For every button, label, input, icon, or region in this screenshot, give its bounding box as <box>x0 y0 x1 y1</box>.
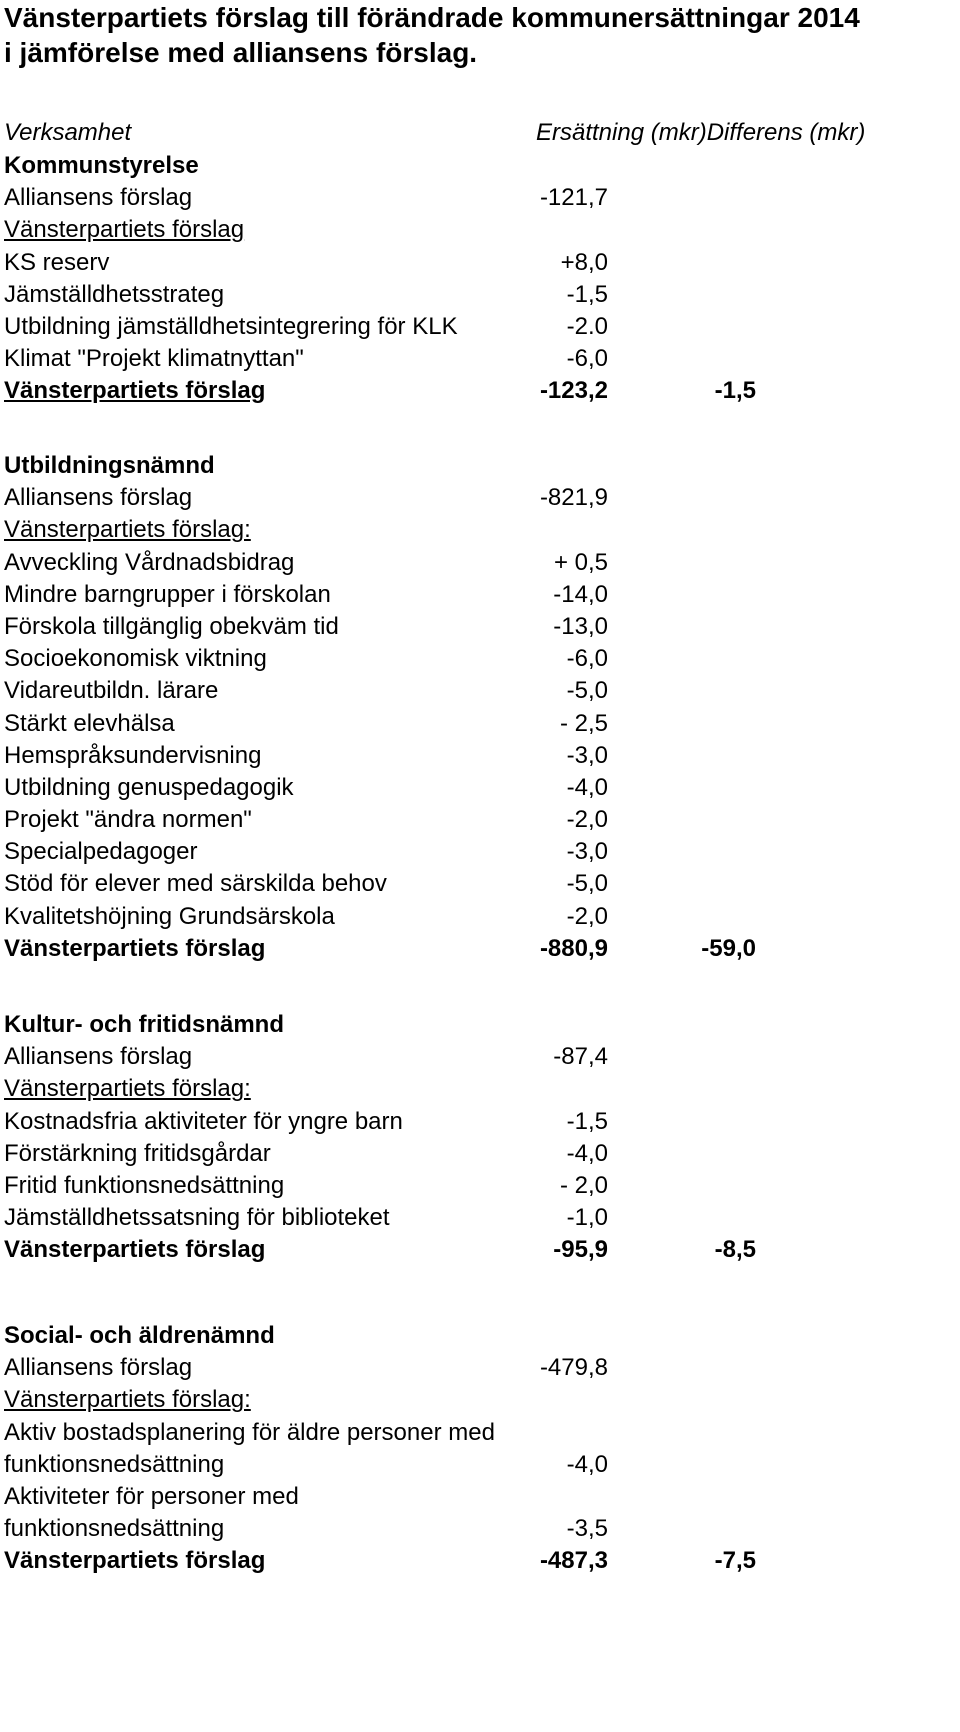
table-row <box>4 1138 954 1170</box>
table-row <box>4 675 954 707</box>
table-row <box>4 1234 954 1266</box>
table-row <box>4 836 954 868</box>
ersattning-value: + 0,5 <box>553 548 608 576</box>
row-label: Förskola tillgänglig obekväm tid <box>4 612 339 640</box>
ersattning-value: -87,4 <box>553 1043 608 1071</box>
ersattning-value: +8,0 <box>560 248 608 276</box>
row-label: Fritid funktionsnedsättning <box>4 1171 285 1199</box>
section-heading: Kommunstyrelse <box>4 152 199 179</box>
ersattning-value: -1,5 <box>566 280 608 308</box>
table-row <box>4 1513 954 1545</box>
table-row <box>4 643 954 675</box>
table-row <box>4 343 954 375</box>
section-heading-row <box>4 150 954 182</box>
table-row <box>4 772 954 804</box>
row-label: Vänsterpartiets förslag <box>4 1547 266 1575</box>
ersattning-value: -4,0 <box>566 773 608 801</box>
row-label: Vänsterpartiets förslag: <box>4 516 251 544</box>
table-row <box>4 279 954 311</box>
table-row <box>4 1384 954 1416</box>
ersattning-value: -6,0 <box>566 645 608 673</box>
table-row <box>4 482 954 514</box>
page-title-line-1: Vänsterpartiets förslag till förändrade kommunersättningar 2014 <box>4 2 860 33</box>
page-title <box>4 0 954 70</box>
ersattning-value: -3,5 <box>566 1515 608 1543</box>
page-title-line-2: i jämförelse med alliansens förslag. <box>4 37 478 68</box>
row-label: Vidareutbildn. lärare <box>4 677 219 705</box>
section-heading-row <box>4 1009 954 1041</box>
table-row <box>4 182 954 214</box>
ersattning-value: -487,3 <box>539 1547 608 1575</box>
ersattning-value: -2.0 <box>566 312 608 340</box>
row-label: Utbildning jämställdhetsintegrering för KLK <box>4 312 458 340</box>
table-row <box>4 740 954 772</box>
table-row <box>4 804 954 836</box>
table-row <box>4 579 954 611</box>
table-row <box>4 1073 954 1105</box>
row-label: Jämställdhetssatsning för biblioteket <box>4 1204 390 1232</box>
table-row <box>4 1170 954 1202</box>
row-label: Alliansens förslag <box>4 1043 193 1071</box>
table-row <box>4 1202 954 1234</box>
row-label: Vänsterpartiets förslag: <box>4 1075 251 1103</box>
ersattning-value: -3,0 <box>566 838 608 866</box>
table-row <box>4 247 954 279</box>
differens-value: -59,0 <box>701 934 756 962</box>
ersattning-value: -1,5 <box>566 1107 608 1135</box>
row-label: Kvalitetshöjning Grundsärskola <box>4 902 335 930</box>
row-label: Vänsterpartiets förslag <box>4 377 266 405</box>
table-row <box>4 214 954 246</box>
table-row <box>4 1449 954 1481</box>
differens-value: -8,5 <box>714 1236 756 1264</box>
ersattning-value: -121,7 <box>539 184 608 212</box>
table-row <box>4 901 954 933</box>
section-heading: Kultur- och fritidsnämnd <box>4 1011 284 1038</box>
ersattning-value: -1,0 <box>566 1204 608 1232</box>
row-label: KS reserv <box>4 248 110 276</box>
row-label: Klimat "Projekt klimatnyttan" <box>4 345 304 373</box>
ersattning-value: -95,9 <box>553 1236 608 1264</box>
ersattning-value: - 2,5 <box>559 709 608 737</box>
ersattning-value: -479,8 <box>539 1354 608 1382</box>
row-label: Vänsterpartiets förslag <box>4 934 266 962</box>
ersattning-value: -4,0 <box>566 1450 608 1478</box>
ersattning-value: -3,0 <box>566 741 608 769</box>
row-label: Vänsterpartiets förslag <box>4 216 245 244</box>
row-label: Stärkt elevhälsa <box>4 709 175 737</box>
table-row <box>4 868 954 900</box>
section-heading-row <box>4 450 954 482</box>
row-label: Specialpedagoger <box>4 838 198 866</box>
row-label: Avveckling Vårdnadsbidrag <box>4 548 295 576</box>
row-label: Förstärkning fritidsgårdar <box>4 1139 271 1167</box>
ersattning-value: -4,0 <box>566 1139 608 1167</box>
differens-value: -1,5 <box>714 377 756 405</box>
row-label: Aktiviteter för personer med <box>4 1482 299 1510</box>
row-label: Alliansens förslag <box>4 484 193 512</box>
ersattning-value: -2,0 <box>566 806 608 834</box>
row-label: Utbildning genuspedagogik <box>4 773 294 801</box>
row-label: Alliansens förslag <box>4 184 193 212</box>
table-row <box>4 933 954 965</box>
table-row <box>4 611 954 643</box>
section-heading: Utbildningsnämnd <box>4 452 215 479</box>
table-row <box>4 1106 954 1138</box>
row-label: Jämställdhetsstrateg <box>4 280 225 308</box>
differens-value: -7,5 <box>714 1547 756 1575</box>
row-label: Projekt "ändra normen" <box>4 806 252 834</box>
ersattning-value: -6,0 <box>566 345 608 373</box>
table-row <box>4 1545 954 1577</box>
row-label: Vänsterpartiets förslag <box>4 1236 266 1264</box>
table-row <box>4 514 954 546</box>
ersattning-value: -13,0 <box>553 612 608 640</box>
row-label: funktionsnedsättning <box>4 1450 225 1478</box>
section-heading-row <box>4 1320 954 1352</box>
section-social-och-aldrenamnd <box>4 1320 954 1578</box>
row-label: Alliansens förslag <box>4 1354 193 1382</box>
table-row <box>4 1352 954 1384</box>
column-header-verksamhet: Verksamhet <box>4 119 132 146</box>
ersattning-value: -880,9 <box>539 934 608 962</box>
ersattning-value: -14,0 <box>553 580 608 608</box>
row-label: Mindre barngrupper i förskolan <box>4 580 331 608</box>
row-label: Stöd för elever med särskilda behov <box>4 870 387 898</box>
table-row <box>4 708 954 740</box>
row-label: Aktiv bostadsplanering för äldre personer med <box>4 1418 495 1446</box>
section-kultur-och-fritidsnamnd <box>4 1009 954 1267</box>
column-header-ersattning-differens: Ersättning (mkr)Differens (mkr) <box>536 119 866 146</box>
section-heading: Social- och äldrenämnd <box>4 1322 275 1349</box>
row-label: Hemspråksundervisning <box>4 741 262 769</box>
table-row <box>4 375 954 407</box>
section-utbildningsnamnd <box>4 450 954 965</box>
table-row <box>4 1481 954 1513</box>
ersattning-value: -123,2 <box>539 377 608 405</box>
ersattning-value: -821,9 <box>539 484 608 512</box>
row-label: Socioekonomisk viktning <box>4 645 267 673</box>
table-row <box>4 1417 954 1449</box>
row-label: Kostnadsfria aktiviteter för yngre barn <box>4 1107 403 1135</box>
section-kommunstyrelse <box>4 150 954 408</box>
ersattning-value: -5,0 <box>566 870 608 898</box>
table-row <box>4 547 954 579</box>
row-label: Vänsterpartiets förslag: <box>4 1386 251 1414</box>
table-row <box>4 311 954 343</box>
ersattning-value: -5,0 <box>566 677 608 705</box>
ersattning-value: -2,0 <box>566 902 608 930</box>
ersattning-value: - 2,0 <box>559 1171 608 1199</box>
table-row <box>4 1041 954 1073</box>
row-label: funktionsnedsättning <box>4 1515 225 1543</box>
